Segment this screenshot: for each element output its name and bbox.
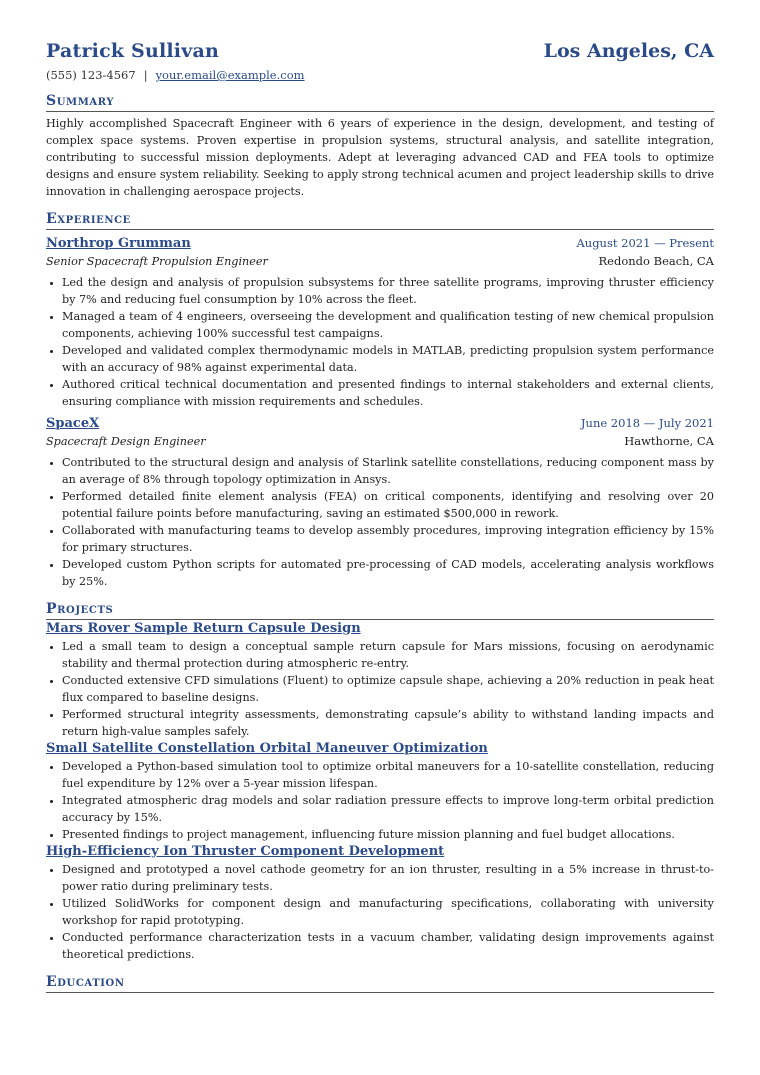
header [46,40,714,62]
bullet-item: • Conducted performance characterization tests in a vacuum chamber, validating design improvements against theoretical predictions. [62,929,714,963]
bullet-item: • Conducted extensive CFD simulations (Fluent) to optimize capsule shape, achieving a 20% reduction in peak heat flux compared to baseline designs. [62,672,714,706]
contact-line [46,68,714,82]
bullet-item: • Led the design and analysis of propulsion subsystems for three satellite programs, improving thruster efficiency by 7% and reducing fuel consumption by 10% across the fleet. [62,274,714,308]
bullet-item: • Developed a Python-based simulation tool to optimize orbital maneuvers for a 10-satellite constellation, reducing fuel expenditure by 12% over a 5-year mission lifespan. [62,758,714,792]
education-heading: Education [46,973,714,993]
bullet-item: • Developed custom Python scripts for automated pre-processing of CAD models, accelerating analysis workflows by 25%. [62,556,714,590]
company-name[interactable]: Northrop Grumman [46,236,191,251]
bullet-item: • Led a small team to design a conceptual sample return capsule for Mars missions, focusing on aerodynamic stability and thermal protection during atmospheric re-entry. [62,638,714,672]
summary-heading: Summary [46,92,714,112]
experience-list [46,234,714,590]
job-header-row [46,234,714,253]
job-entry [46,414,714,590]
job-header-row [46,414,714,433]
bullet-item: • Collaborated with manufacturing teams to develop assembly procedures, improving integration efficiency by 15% for primary structures. [62,522,714,556]
project-entry [46,843,714,963]
company-name[interactable]: SpaceX [46,416,100,431]
job-bullets [46,274,714,410]
bullet-item: • Developed and validated complex thermodynamic models in MATLAB, predicting propulsion system performance with an accuracy of 98% against experimental data. [62,342,714,376]
bullet-item: • Integrated atmospheric drag models and solar radiation pressure effects to improve long-term orbital prediction accuracy by 15%. [62,792,714,826]
job-location: Hawthorne, CA [624,434,714,448]
contact-separator: | [143,68,148,82]
project-entry [46,740,714,843]
job-role-row [46,253,714,270]
project-entry [46,620,714,740]
project-bullets [46,861,714,963]
bullet-item: • Performed detailed finite element analysis (FEA) on critical components, identifying and resolving over 20 potential failure points before manufacturing, saving an estimated $500,000 in rework. [62,488,714,522]
job-dates: June 2018 — July 2021 [580,416,714,430]
experience-heading: Experience [46,210,714,230]
bullet-item: • Designed and prototyped a novel cathode geometry for an ion thruster, resulting in a 5% increase in thrust-to-power ratio during preliminary tests. [62,861,714,895]
bullet-item: • Contributed to the structural design and analysis of Starlink satellite constellations, reducing component mass by an average of 8% through topology optimization in Ansys. [62,454,714,488]
job-dates: August 2021 — Present [576,236,714,250]
project-title[interactable]: High-Efficiency Ion Thruster Component Development [46,844,445,859]
job-title: Senior Spacecraft Propulsion Engineer [46,255,268,268]
projects-list [46,620,714,963]
project-bullets [46,638,714,740]
candidate-name: Patrick Sullivan [46,40,219,62]
bullet-item: • Utilized SolidWorks for component design and manufacturing specifications, collaborating with university workshop for rapid prototyping. [62,895,714,929]
bullet-item: • Performed structural integrity assessments, demonstrating capsule’s ability to withstand landing impacts and return high-value samples safely. [62,706,714,740]
project-title[interactable]: Small Satellite Constellation Orbital Maneuver Optimization [46,741,488,756]
job-entry [46,234,714,410]
resume-page [46,40,714,993]
project-title[interactable]: Mars Rover Sample Return Capsule Design [46,621,361,636]
bullet-item: • Managed a team of 4 engineers, overseeing the development and qualification testing of new chemical propulsion components, achieving 100% successful test campaigns. [62,308,714,342]
job-bullets [46,454,714,590]
summary-text: Highly accomplished Spacecraft Engineer with 6 years of experience in the design, development, and testing of complex space systems. Proven expertise in propulsion systems, structural analysis, and satellite integration, contributing to successful mission deployments. Adept at leveraging advanced CAD and FEA tools to optimize designs and ensure system reliability. Seeking to apply strong technical acumen and project leadership skills to drive innovation in challenging aerospace projects. [46,117,714,198]
email-link[interactable]: your.email@example.com [155,68,305,82]
bullet-item: • Authored critical technical documentation and presented findings to internal stakeholders and external clients, ensuring compliance with mission requirements and schedules. [62,376,714,410]
candidate-location: Los Angeles, CA [543,40,714,62]
job-title: Spacecraft Design Engineer [46,435,206,448]
job-role-row [46,433,714,450]
job-location: Redondo Beach, CA [598,254,714,268]
project-bullets [46,758,714,843]
projects-heading: Projects [46,600,714,620]
phone-number: (555) 123-4567 [46,68,136,82]
bullet-item: • Presented findings to project management, influencing future mission planning and fuel budget allocations. [62,826,714,843]
